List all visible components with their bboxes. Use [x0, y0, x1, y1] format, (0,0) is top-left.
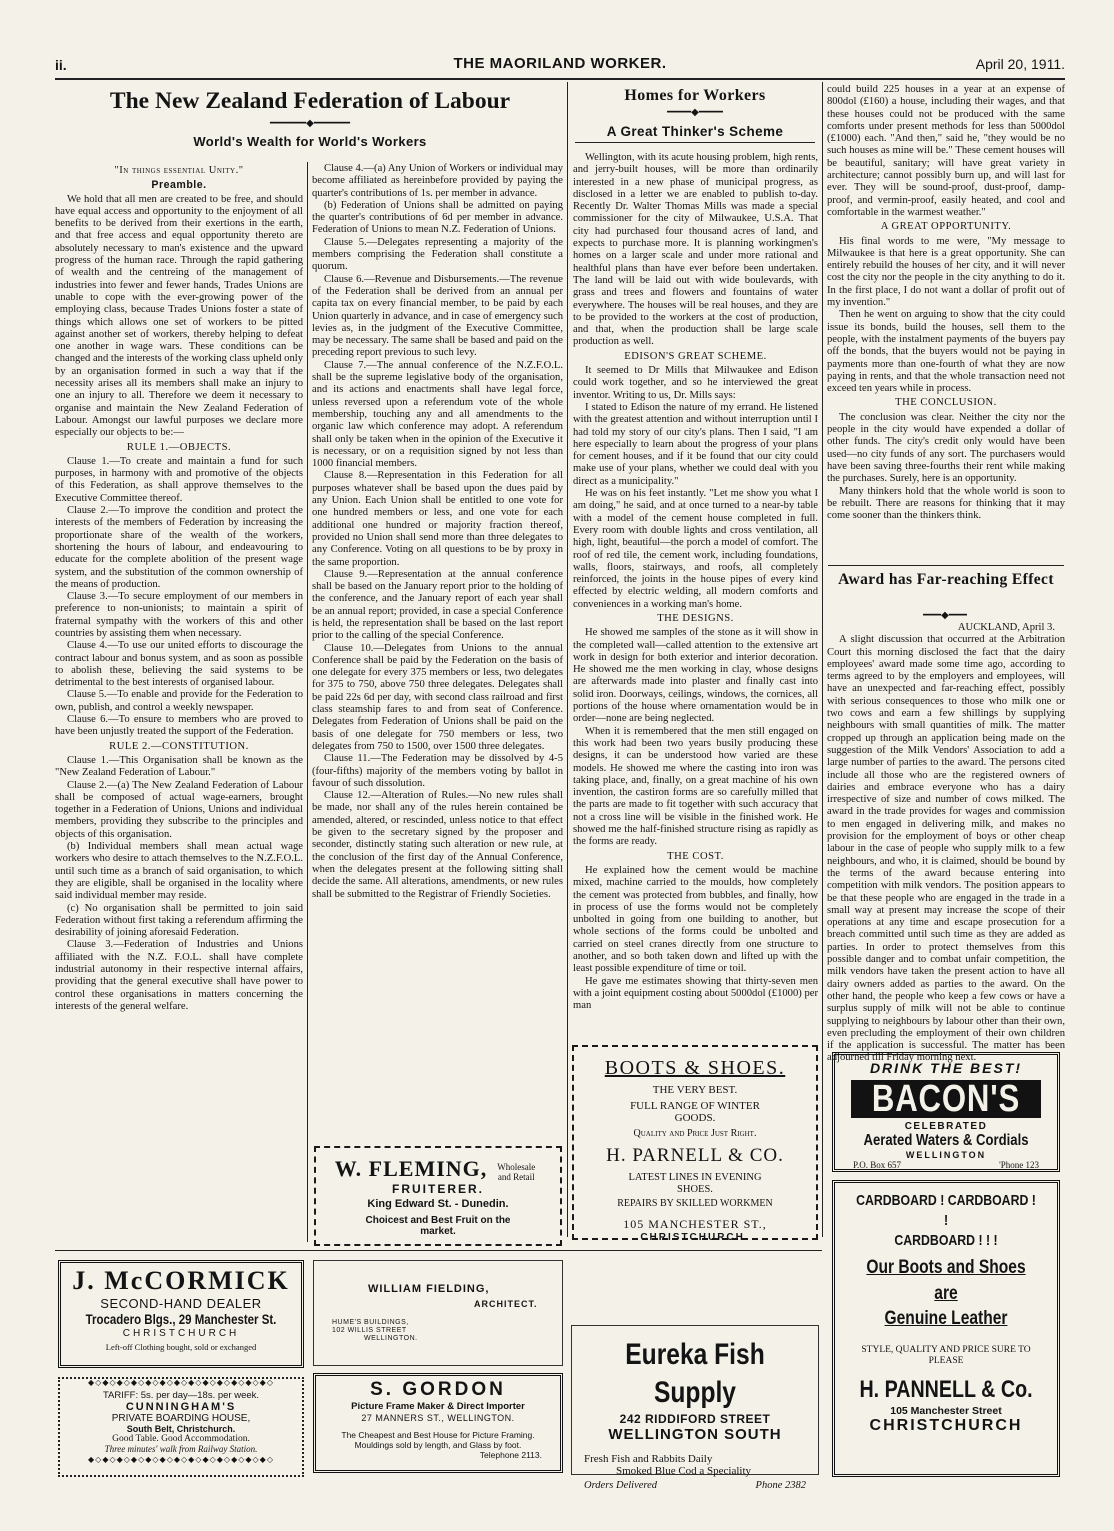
cunninghams-line-2: PRIVATE BOARDING HOUSE, [111, 1413, 251, 1424]
motto: "In things essential Unity." [114, 165, 244, 176]
pannell-line-4: Genuine Leather [884, 1308, 1008, 1329]
cunninghams-advert [58, 1377, 304, 1477]
homes-para-4: He was on his feet instantly. "Let me show you what I am doing," he said, and at once turned to a near-by table with a model of the cement house completed in full. Every room with double lights and cross ventilation, all high, light, beautiful—the porch a model of comfort. The roof of red tile, the cement work, including foundations, walls, floors, stairways, and roofs, all completely reinforced, the joints in the house pipes of every kind effected by electric welding, all modern comforts and conveniences in a working man's home. [573, 488, 818, 610]
designs-heading: THE DESIGNS. [657, 612, 734, 624]
pannell-line-3: Our Boots and Shoes are [866, 1257, 1026, 1304]
bacons-line-3: Aerated Waters & Cordials [863, 1132, 1029, 1149]
clause-4a: Clause 4.—(a) Any Union of Workers or individual may become affiliated as hereinbefore provided by paying the quarter's contributions of 1s. per member in advance. [312, 163, 563, 199]
homes-para-7: He explained how the cement would be machine mixed, machine carried to the moulds, how completely the cement was protected from bubbles, and finally, how in process of use the forms would not be completely unbolted in going from one building to another, but whole sections of the forms could be unbolted and carried on steel cranes directly from one structure to another, and so both taken down and lifted up with the least possible expenditure of time or toil. [573, 864, 818, 975]
pannell-address: 105 Manchester Street [890, 1405, 1002, 1417]
newspaper-title: THE MAORILAND WORKER. [453, 55, 667, 72]
homes-para-12: The conclusion was clear. Neither the city nor the people in the city would have expended a dollar of other funds. The city's credit only would have been used—no city funds of any sort. The purchasers would have been saving three-fourths their rent while making the purchases. Surely, here is an opportunity. [827, 411, 1065, 485]
fleming-advert [314, 1146, 562, 1246]
homes-para-3: I stated to Edison the nature of my errand. He listened with the greatest attention and without interruption until I had told my story of our city's plans. Then I said, "I am here especially to learn about the progress of your plans for cement houses, and if it be found that our city could make use of your plans, whether we could deal with you direct as a municipality." [573, 401, 818, 487]
award-article [827, 622, 1065, 1064]
column-divider [567, 82, 568, 1237]
headline-rule [575, 142, 815, 143]
clause-10: Clause 10.—Delegates from Unions to the annual Conference shall be paid by the Federation on the basis of one delegate for every 375 members or less, two delegates for 375 to 750, above 750 three delegates. Delegates shall be paid 22s 6d per day, with second class railroad and first class steamship fares to and from seat of Conference. Delegates from Federation of Unions shall be paid on the basis of one delegate for 750 members or less, two delegates from 750 to 1500, over 1500 three delegates. [312, 642, 563, 752]
eureka-line-2: WELLINGTON SOUTH [608, 1426, 782, 1443]
bacons-phone: 'Phone 123 [999, 1160, 1039, 1170]
fleming-slogan: Choicest and Best Fruit on the market. [365, 1215, 511, 1238]
gordon-phone: Telephone 2113. [479, 1450, 542, 1460]
bacons-city: WELLINGTON [905, 1150, 987, 1160]
bacons-line-1: DRINK THE BEST! [869, 1060, 1023, 1076]
clause-5: Clause 5.—Delegates representing a majority of the members comprising the Federation shall constitute a quorum. [312, 236, 563, 273]
bacons-line-2: CELEBRATED [904, 1121, 988, 1132]
clause-11: Clause 11.—The Federation may be dissolved by 4-5 (four-fifths) majority of the members voting by ballot in favour of such dissolution. [312, 753, 563, 789]
eureka-line-3: Fresh Fish and Rabbits Daily [584, 1453, 713, 1465]
clause-4b: (b) Federation of Unions shall be admitted on paying the quarter's contributions of 6d per member in advance. Federation of Unions to mean N.Z. Federation of Unions. [312, 199, 563, 236]
diamond-border-top: ◆◇◆◇◆◇◆◇◆◇◆◇◆◇◆◇◆◇◆◇◆◇◆◇◆◇ [88, 1378, 274, 1387]
homes-para-1: Wellington, with its acute housing problem, high rents, and jerry-built houses, will be more than ordinarily interested in a new phase of municipal progress, as disclosed in a letter we are enabled to publish to-day. Recently Dr. Walter Thomas Mills was made a special commissioner for the city of Milwaukee, U.S.A. That city had purchased four thousand acres of land, and expects to purchase more. It is planning workingmen's homes on a larger scale and under more rational and healthful plans than have ever before been undertaken. The land will be laid out with wide boulevards, with grass and trees and flowers and fountains of water everywhere. The houses will be real houses, and they are to be provided to the workers at the cost of production, and that, when the production shall be large scale production as well. [573, 152, 818, 348]
ornament-rule: ━━━━━━◆━━━━━━ [270, 118, 350, 129]
rule-1-clause-5: Clause 5.—To enable and provide for the Federation to own, publish, and control a weekly newspaper. [55, 689, 303, 713]
gordon-line-2: 27 MANNERS ST., WELLINGTON. [361, 1413, 515, 1423]
homes-headline: Homes for Workers [624, 87, 766, 104]
masthead [55, 55, 1065, 77]
rule-2-clause-1: Clause 1.—This Organisation shall be known as the "New Zealand Federation of Labour." [55, 754, 303, 779]
rule-1-clause-2: Clause 2.—To improve the condition and protect the interests of the members of Federation by increasing the proportionate share of the wealth of the workers, shortening the hours of labour, and endeavouring to educate for the complete abolition of the present wage system, and the substitution of the common ownership of the means of production. [55, 505, 303, 590]
eureka-fish-advert [571, 1325, 819, 1491]
gordon-advert [313, 1373, 563, 1473]
ornament-rule: ━━━━◆━━━━ [667, 107, 723, 118]
gordon-line-1: Picture Frame Maker & Direct Importer [351, 1401, 525, 1412]
pannell-line-5: STYLE, QUALITY AND PRICE SURE TO PLEASE [861, 1345, 1031, 1366]
pannell-city: CHRISTCHURCH [869, 1417, 1023, 1434]
clause-8: Clause 8.—Representation in this Federation for all purposes whatever shall be based upon the dues paid by any Union. Each Union shall be entitled to one vote for one hundred members or less, and one vote for each additional one hundred or majority fraction thereof, provided no Union shall send more than three delegates to any Conference. Voting on all questions to be by proxy in the same proportion. [312, 470, 563, 568]
rule-2-clause-2c: (c) No organisation shall be permitted to join said Federation without first taking a referendum affirming the desirability of joining aforesaid Federation. [55, 902, 303, 939]
fielding-advert [313, 1260, 563, 1366]
cunninghams-line-5: Three minutes' walk from Railway Station. [104, 1444, 258, 1454]
cunninghams-line-3: South Belt, Christchurch. [126, 1424, 236, 1434]
homes-para-10: His final words to me were, "My message to Milwaukee is that here is a great opportunity. She can entirely rebuild the houses of her city, and it will never cost the city nor the people in the city anything to do it. In the first place, I do not want a dollar of profit out of my invention." [827, 235, 1065, 309]
boots-title: BOOTS & SHOES. [604, 1057, 786, 1079]
federation-subheadline: World's Wealth for World's Workers [193, 134, 427, 149]
homes-article-col3 [573, 152, 818, 1042]
fielding-address-2: 102 WILLIS STREET [332, 1327, 407, 1334]
mccormick-line-1: SECOND-HAND DEALER [100, 1296, 262, 1311]
clause-7: Clause 7.—The annual conference of the N.Z.F.O.L. shall be the supreme legislative body of the organisation, and its actions and enactments shall have legal force, unless reversed upon a referendum vote of the whole membership, touching any and all amendments to the organic law which conference may adopt. A referendum shall only be taken when in the opinion of the Executive it is necessary, or on a requisition signed by not less than 1000 financial members. [312, 359, 563, 470]
conclusion-heading: THE CONCLUSION. [895, 397, 997, 409]
diamond-border-bottom: ◆◇◆◇◆◇◆◇◆◇◆◇◆◇◆◇◆◇◆◇◆◇◆◇◆◇ [88, 1455, 274, 1464]
cost-heading: THE COST. [667, 850, 724, 862]
clause-6: Clause 6.—Revenue and Disbursements.—The revenue of the Federation shall be derived from an annual per capita tax on every financial member, to be paid by each Union quarterly in advance, and in case of emergency such levies as, in the judgment of the Executive Committee, may be necessary. The same shall be based and paid on the preceding report previous to such levy. [312, 273, 563, 359]
fleming-name: W. FLEMING, [334, 1156, 488, 1181]
homes-subheadline: A Great Thinker's Scheme [606, 124, 784, 139]
mccormick-line-2: Trocadero Blgs., 29 Manchester St. [85, 1311, 277, 1327]
boots-line-5: REPAIRS BY SKILLED WORKMEN [617, 1198, 773, 1209]
edison-heading: EDISON'S GREAT SCHEME. [624, 350, 767, 362]
homes-para-5: He showed me samples of the stone as it will show in the completed wall—called attention to the extensive art work in design for both exterior and interior decoration. He showed me the men working in clay, whose designs are afterwards made into plaster and finally cast into solid iron. Doorways, ceilings, windows, the cornices, all portions of the house where ornamentation would be in order—none are being neglected. [573, 627, 818, 725]
fielding-address-1: HUME'S BUILDINGS, [332, 1319, 409, 1326]
gordon-name: S. GORDON [370, 1379, 506, 1400]
issue-date: April 20, 1911. [975, 56, 1065, 72]
cunninghams-tariff: TARIFF: 5s. per day—18s. per week. [102, 1390, 260, 1401]
mccormick-line-3: Left-off Clothing bought, sold or exchanged [105, 1342, 257, 1352]
federation-headline: The New Zealand Federation of Labour [109, 88, 511, 114]
homes-para-13: Many thinkers hold that the whole world is soon to be rebuilt. There are reasons for thinking that it may come sooner than the thinkers think. [827, 485, 1065, 522]
boots-name: H. PARNELL & CO. [606, 1145, 784, 1166]
rule-1-clause-1: Clause 1.—To create and maintain a fund for such purposes, in harmony with and promotive of the objects of this Federation, as shall approve themselves to the Executive Committee thereof. [55, 455, 303, 504]
eureka-line-5: Orders Delivered [584, 1480, 657, 1491]
homes-para-6: When it is remembered that the men still engaged on this work had been two years busily producing these designs, it can be understood how varied are these models. He showed me where the casting into iron was taking place, and, finally, on a great machine of his own invention, the castiron forms are so carefully milled that the parts are made to fit together with such accuracy that not a cross line will be visible in the finished work. He showed me the half-finished structure rising as rapidly as the forms are ready. [573, 725, 818, 848]
boots-line-4: LATEST LINES IN EVENING SHOES. [628, 1172, 762, 1195]
award-headline: Award has Far-reaching Effect [838, 571, 1054, 588]
preamble-text: We hold that all men are created to be free, and should have equal access and opportunity to the enjoyment of all benefits to be derived from their exertions in the earth, and that free access and equal opportunity thereto are absolutely necessary to man's existence and the upward progress of the human race. Through the rapid gathering of wealth and the centreing of the management of industries into fewer and fewer hands, Trades Unions are unable to cope with the ever-growing power of the employing class, because Trades Unions foster a state of things which allows one set of workers to be pitted against another set of workers, thereby helping to defeat one another in wage wars. These conditions can be changed and the interests of the working class upheld only by an organisation formed in such a way that if the necessity arises all its members shall make an injury to one an injury to all. Therefore we deem it necessary to organise and maintain the New Zealand Federation of Labour. Amongst our lawful purposes we declare more especially our objects to be:— [55, 193, 304, 439]
page-number: ii. [55, 57, 67, 73]
rule-2-clause-2a: Clause 2.—(a) The New Zealand Federation of Labour shall be composed of actual wage-earners, brought together in a Federation of Unions, Unions and individual members, providing they subscribe to the principles and objects of this organisation. [55, 779, 303, 840]
federation-article-col2 [312, 163, 563, 1141]
ornament-rule: ━━━◆━━━ [923, 610, 967, 621]
column-divider [822, 82, 823, 1237]
pannell-line-1: CARDBOARD ! CARDBOARD ! ! [856, 1192, 1036, 1229]
fleming-tag: Wholesale and Retail [497, 1162, 536, 1183]
opportunity-heading: A GREAT OPPORTUNITY. [880, 221, 1012, 233]
bacons-name: BACON'S [871, 1078, 1021, 1120]
rule-2-clause-2b: (b) Individual members shall mean actual wage workers who desire to attach themselves to the N.Z.F.O.L. until such time as a branch of said organisation, to which they are eligible, shall be organised in the locality where said individual member may reside. [55, 841, 303, 902]
boots-address: 105 MANCHESTER ST., [623, 1217, 767, 1231]
homes-para-8: He gave me estimates showing that thirty-seven men with a joint equipment costing about 5000dol (£1000) per man [573, 975, 818, 1012]
boots-line-2: FULL RANGE OF WINTER GOODS. [630, 1100, 760, 1124]
rule-1-clause-6: Clause 6.—To ensure to members who are proved to have been unjustly treated the support of the Federation. [55, 714, 303, 738]
homes-article-col4 [827, 84, 1065, 562]
fielding-role: ARCHITECT. [474, 1299, 538, 1309]
bacons-box: P.O. Box 657 [853, 1160, 902, 1170]
eureka-phone: Phone 2382 [755, 1480, 806, 1491]
boots-line-3: Quality and Price Just Right. [633, 1128, 757, 1139]
homes-para-9: could build 225 houses in a year at an expense of 800dol (£160) a house, including their wages, and that these houses could not be produced with the same comforts under present methods for less than 5000dol (£1000) each. "And then," said he, "they would be no such houses as mine will be." These cement houses will be beautiful, sanitary; will have great variety in architecture; cannot possibly burn up, and will last for ever. They will be sound-proof, dust-proof, damp-proof, and vermin-proof, easily heated, and cool and comfortable in the warmest weather." [827, 84, 1065, 218]
fleming-trade: FRUITERER. [392, 1182, 484, 1197]
pannell-advert [832, 1180, 1060, 1477]
fleming-address: King Edward St. - Dunedin. [367, 1198, 509, 1211]
gordon-line-3: The Cheapest and Best House for Picture Framing. Mouldings sold by length, and Glass by foot. [341, 1430, 535, 1450]
homes-para-11: Then he went on arguing to show that the city could issue its bonds, build the houses, sell them to the people, with the instalment payments of the buyers pay off the bonds, that the buyers would not be paying in payments more than one-fourth of what they are now paying in rents, and that the whole transaction need not exceed ten years while in process. [827, 309, 1065, 395]
cunninghams-line-4: Good Table. Good Accommodation. [112, 1434, 250, 1444]
masthead-rule [55, 78, 1065, 80]
homes-para-2: It seemed to Dr Mills that Milwaukee and Edison could work together, and so he interviewed the great inventor. Writing to us, Dr. Mills says: [573, 365, 818, 401]
eureka-line-4: Smoked Blue Cod a Speciality [616, 1465, 752, 1477]
boots-city: CHRISTCHURCH. [640, 1232, 750, 1243]
federation-article-col1 [55, 163, 303, 1245]
mccormick-advert [58, 1260, 304, 1368]
bacons-advert [832, 1052, 1060, 1172]
preamble-heading: Preamble. [151, 179, 207, 192]
clause-12: Clause 12.—Alteration of Rules.—No new rules shall be made, nor shall any of the rules herein contained be amended, altered, or rescinded, unless notice to that effect be given to the secretary signed by the proposer and seconder, distinctly stating such alteration or new rule, at the conclusion of the first day of the Annual Conference, when the delegates present at the following sitting shall decide the same. All alterations, amendments, or new rules shall be submitted to the Registrar of Friendly Societies. [312, 790, 563, 900]
rule-2-heading: RULE 2.—CONSTITUTION. [109, 740, 249, 752]
rule-1-clause-3: Clause 3.—To secure employment of our members in preference to non-unionists; to maintain a spirit of fraternal sympathy with the workers of this and other countries by assisting them when necessary. [55, 591, 303, 639]
boots-line-1: THE VERY BEST. [652, 1084, 738, 1096]
eureka-line-1: 242 RIDDIFORD STREET [619, 1412, 771, 1426]
cunninghams-name: CUNNINGHAM'S [125, 1401, 237, 1413]
column-divider [307, 162, 308, 1242]
pannell-name: H. PANNELL & Co. [859, 1376, 1033, 1403]
award-dateline: AUCKLAND, April 3. [957, 622, 1055, 633]
boots-shoes-advert [572, 1045, 818, 1243]
section-rule [828, 565, 1064, 566]
mccormick-city: CHRISTCHURCH [122, 1328, 240, 1339]
fielding-name: WILLIAM FIELDING, [368, 1283, 490, 1295]
fielding-address-3: WELLINGTON. [364, 1335, 418, 1342]
mccormick-name: J. McCORMICK [72, 1266, 290, 1295]
clause-9: Clause 9.—Representation at the annual conference shall be based on the January report prior to the holding of the conference, and the January report of each year shall be an annual report; provided, in case a special Conference is held, the representation shall be based on the last report prior to the calling of the special Conference. [312, 568, 563, 642]
rule-1-heading: RULE 1.—OBJECTS. [126, 441, 232, 453]
award-text: A slight discussion that occurred at the Arbitration Court this morning disclosed the fact that the dairy employees' award made some time ago, according to terms agreed to by the employers and employees, will have an unexpected and far-reaching effect, possibly with serious consequences to those who milk one or two cows and earn a few shillings by supplying neighbours with small quantities of milk. The matter cropped up through an application being made on the suggestion of the Milk Vendors' Association to add a large number of parties to the award. The persons cited include all those who are the registered owners of dairies and embrace everyone who has a dairy irrespective of size and number of cows milked. The award in the trade provides for wages and commission to men engaged in delivering milk, and makes no provision for the employment of boys or other cheap labour in the case of people who supply milk to a few neighbours, and who, it is claimed, should be bound by the terms of the award because entering into competition with milk vendors. The position appears to be that these people who are engaged in the trade in a small way at present may increase the scope of their operations at any time and escape prosecution for a breach committed until such time as they are added as parties. In order to protect themselves from this possible danger and to combat unfair competition, the milk vendors have taken the present action to have all dairy owners added as parties to the award. On the other hand, the people who keep a few cows or have a surplus supply of milk will not be able to continue supplying to neighbours by labour other than their own, even precluding the employment of their own children if the application is successful. The matter has been adjourned till Friday morning next. [827, 634, 1065, 1064]
bottom-section-rule [55, 1250, 822, 1251]
eureka-name: Eureka Fish Supply [625, 1338, 765, 1409]
pannell-line-2: CARDBOARD ! ! ! [894, 1232, 998, 1249]
rule-2-clause-3: Clause 3.—Federation of Industries and Unions affiliated with the N.Z. F.O.L. shall have complete industrial autonomy in their respective internal affairs, providing that the general executive shall have power to control these organisations in matters concerning the interests of the general welfare. [55, 939, 303, 1012]
rule-1-clause-4: Clause 4.—To use our united efforts to discourage the contract labour and bonus system, and as soon as possible to abolish these, believing the said systems to be detrimental to the best interests of organised labour. [55, 640, 303, 689]
